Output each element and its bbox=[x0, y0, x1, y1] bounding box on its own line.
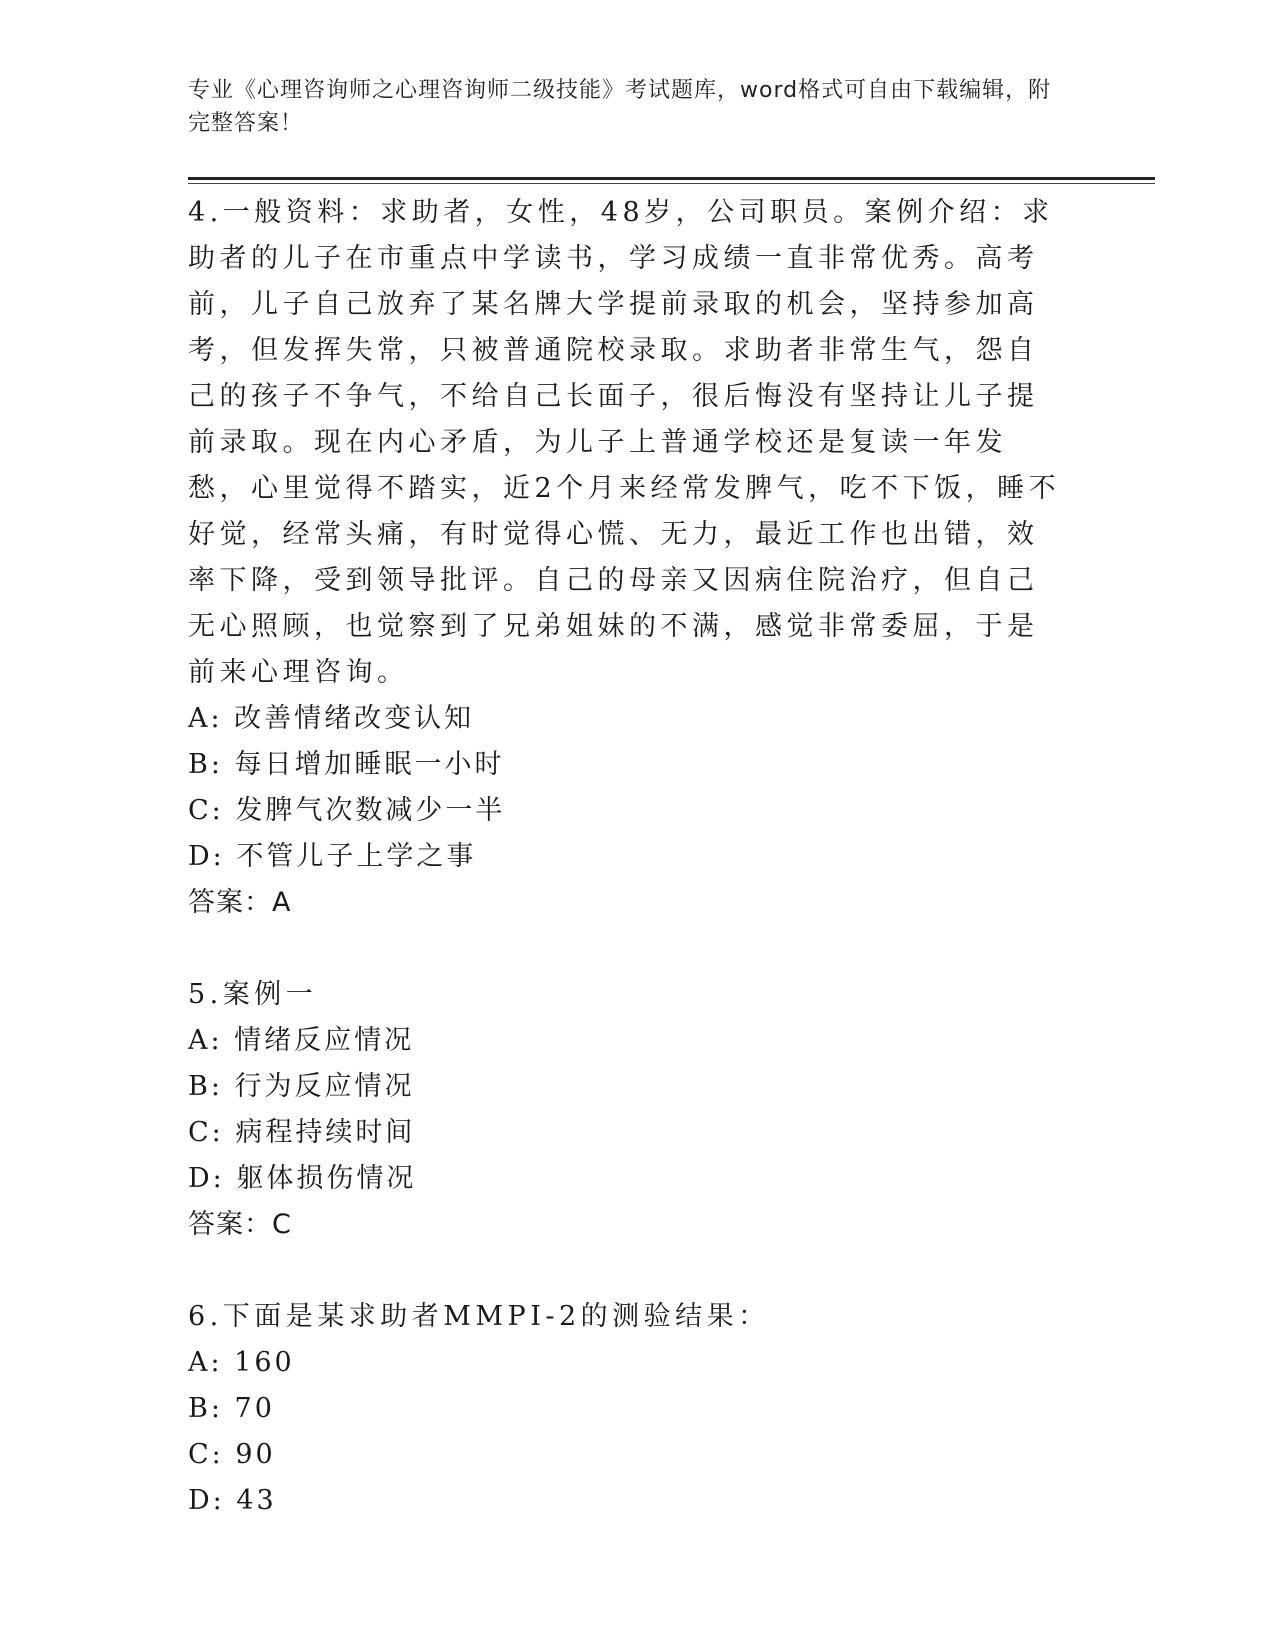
option-c: C: 病程持续时间 bbox=[188, 1117, 416, 1148]
option-b: B: 70 bbox=[188, 1393, 275, 1424]
question-stem: 4.一般资料：求助者，女性，48岁，公司职员。案例介绍：求助者的儿子在市重点中学读书，学习成绩一直非常优秀。高考前，儿子自己放弃了某名牌大学提前录取的机会，坚持参加高考，但发挥失常，只被普通院校录取。求助者非常生气，怨自己的孩子不争气，不给自己长面子，很后悔没有坚持让儿子提前录取。现在内心矛盾，为儿子上普通学校还是复读一年发愁，心里觉得不踏实，近2个月来经常发脾气，吃不下饭，睡不好觉，经常头痛，有时觉得心慌、无力，最近工作也出错，效率下降，受到领导批评。自己的母亲又因病住院治疗，但自己无心照顾，也觉察到了兄弟姐妹的不满，感觉非常委屈，于是前来心理咨询。 bbox=[188, 197, 1061, 688]
option-d: D: 不管儿子上学之事 bbox=[188, 841, 477, 872]
option-b: B: 行为反应情况 bbox=[188, 1071, 415, 1102]
question-stem: 5.案例一 bbox=[188, 979, 318, 1010]
spacer bbox=[188, 926, 1068, 972]
spacer bbox=[188, 1248, 1068, 1294]
option-d: D: 43 bbox=[188, 1485, 277, 1516]
question-4 bbox=[188, 190, 1068, 926]
option-c: C: 发脾气次数减少一半 bbox=[188, 795, 506, 826]
answer-label: 答案：C bbox=[188, 1209, 292, 1240]
question-6 bbox=[188, 1294, 1068, 1524]
option-a: A: 改善情绪改变认知 bbox=[188, 703, 475, 734]
question-list bbox=[188, 190, 1068, 1524]
header-divider-thin bbox=[188, 183, 1155, 184]
option-c: C: 90 bbox=[188, 1439, 276, 1470]
question-stem: 6.下面是某求助者MMPI-2的测验结果： bbox=[188, 1301, 770, 1332]
option-a: A: 160 bbox=[188, 1347, 295, 1378]
document-header: 专业《心理咨询师之心理咨询师二级技能》考试题库，word格式可自由下载编辑，附完整答案！ bbox=[188, 78, 1052, 136]
option-a: A: 情绪反应情况 bbox=[188, 1025, 415, 1056]
option-b: B: 每日增加睡眠一小时 bbox=[188, 749, 505, 780]
header-divider-thick bbox=[188, 177, 1155, 180]
option-d: D: 躯体损伤情况 bbox=[188, 1163, 417, 1194]
answer-label: 答案：A bbox=[188, 887, 292, 918]
question-5 bbox=[188, 972, 1068, 1248]
